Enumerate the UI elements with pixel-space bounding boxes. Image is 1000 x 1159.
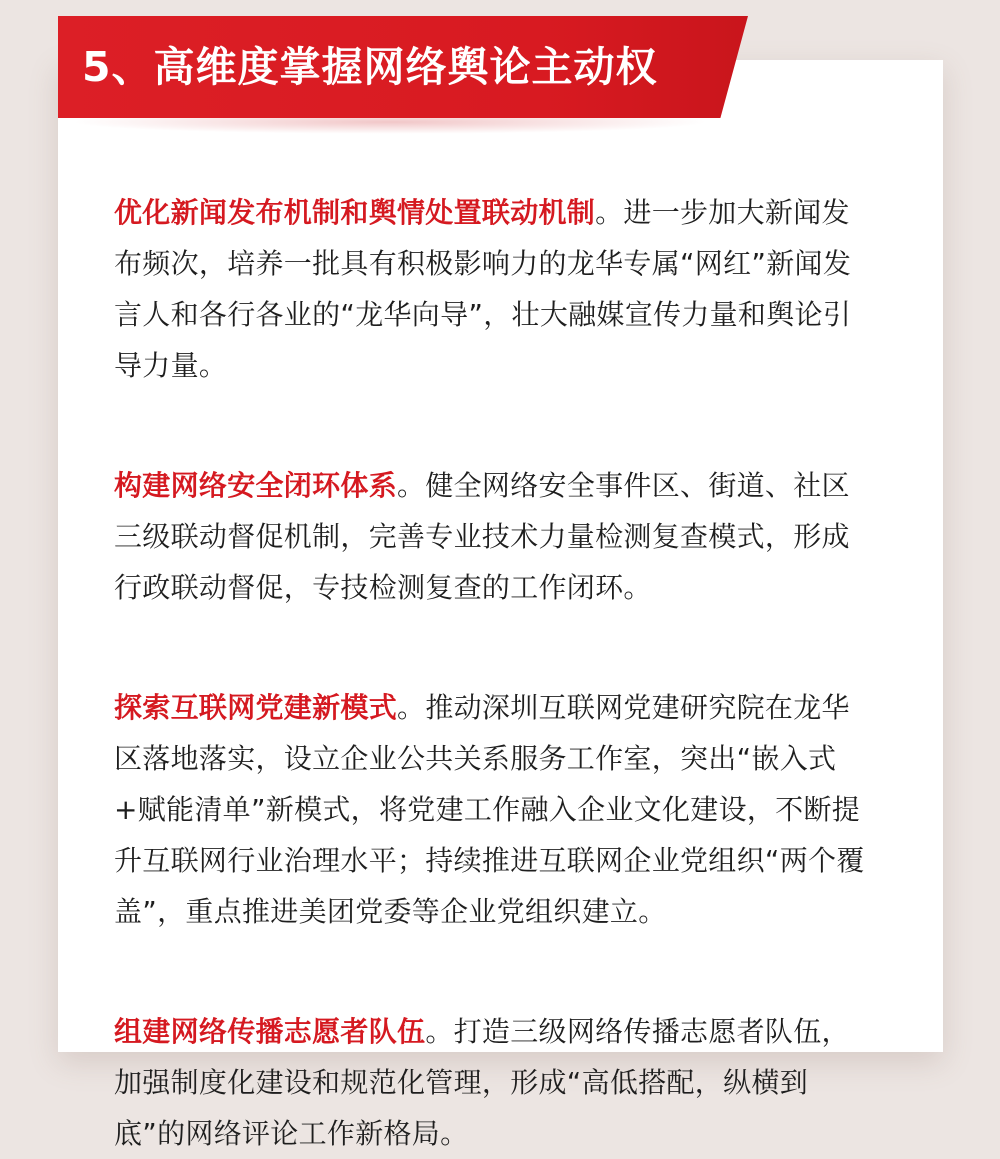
paragraph-text: 。进一步加大新闻发布频次，培养一批具有积极影响力的龙华专属“网红”新闻发言人和各行各业的“龙华向导”，壮大融媒宣传力量和舆论引导力量。 — [114, 196, 852, 382]
paragraph-heading: 探索互联网党建新模式 — [114, 691, 398, 724]
article-body — [114, 187, 874, 1159]
paragraph-text: 。健全网络安全事件区、街道、社区三级联动督促机制，完善专业技术力量检测复查模式，形成行政联动督促，专技检测复查的工作闭环。 — [114, 469, 850, 604]
paragraph-heading: 组建网络传播志愿者队伍 — [114, 1015, 426, 1048]
paragraph-heading: 构建网络安全闭环体系 — [114, 469, 398, 502]
paragraph-network-security — [114, 460, 874, 613]
paragraph-text: 。打造三级网络传播志愿者队伍，加强制度化建设和规范化管理，形成“高低搭配，纵横到底”的网络评论工作新格局。 — [114, 1015, 850, 1150]
paragraph-party-building — [114, 682, 874, 937]
paragraph-heading: 优化新闻发布机制和舆情处置联动机制 — [114, 196, 596, 229]
section-title: 5、高维度掌握网络舆论主动权 — [82, 43, 658, 91]
paragraph-volunteers — [114, 1006, 874, 1159]
paragraph-text: 。推动深圳互联网党建研究院在龙华区落地落实，设立企业公共关系服务工作室，突出“嵌入式+赋能清单”新模式，将党建工作融入企业文化建设，不断提升互联网行业治理水平；持续推进互联网企业党组织“两个覆盖”，重点推进美团党委等企业党组织建立。 — [114, 691, 865, 928]
paragraph-news-release — [114, 187, 874, 391]
